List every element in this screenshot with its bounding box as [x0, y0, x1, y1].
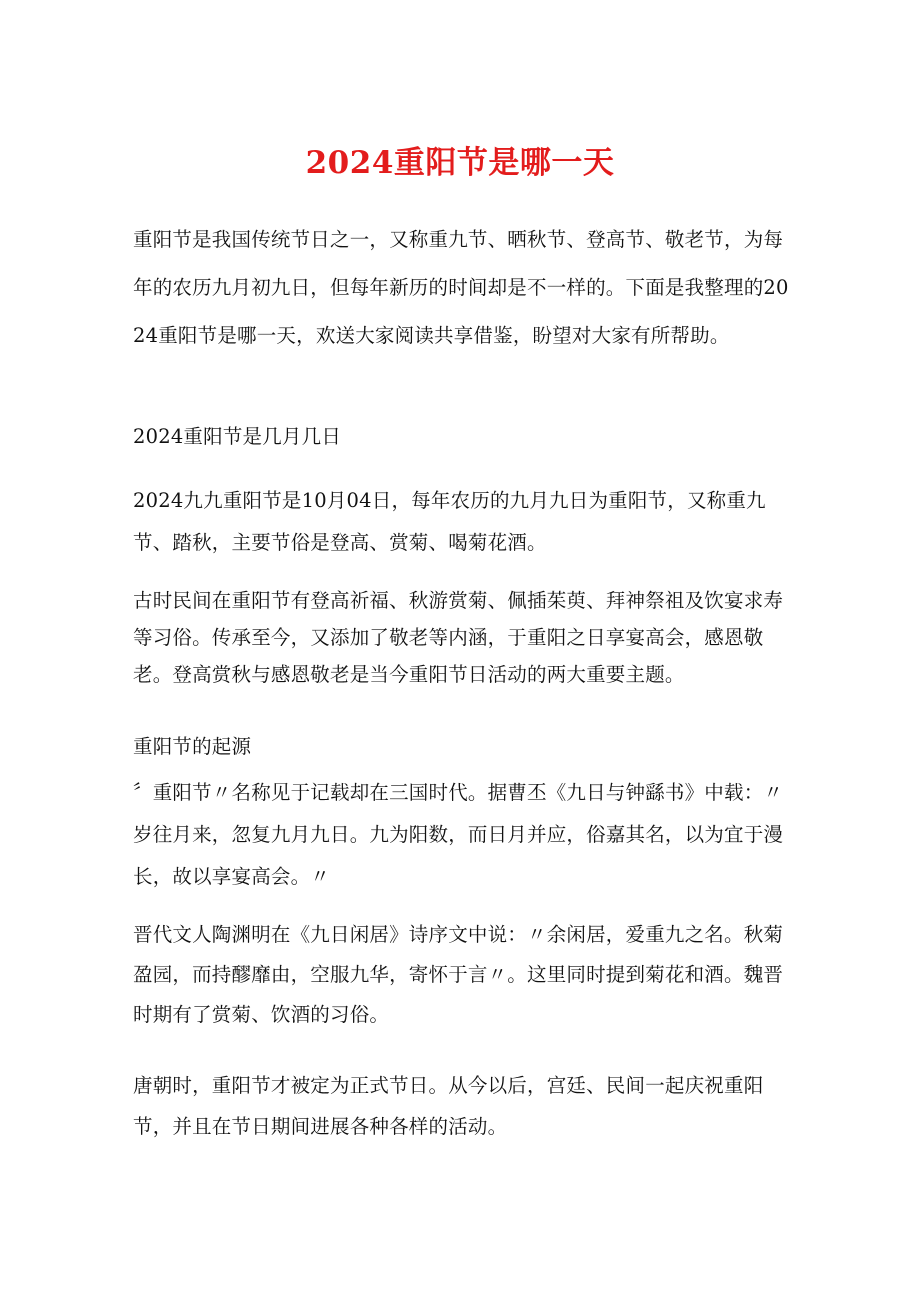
paragraph-origin-caopi: 〞重阳节〃名称见于记载却在三国时代。据曹丕《九日与钟繇书》中载：〃岁往月来，忽复九月九日。九为阳数，而日月并应，俗嘉其名，以为宜于漫长，故以享宴高会。〃	[133, 781, 784, 888]
document-title: 2024重阳节是哪一天	[305, 145, 615, 181]
section-heading-date: 2024重阳节是几月几日	[133, 425, 342, 448]
paragraph-customs: 古时民间在重阳节有登高祈福、秋游赏菊、佩插茱萸、拜神祭祖及饮宴求寿等习俗。传承至今，又添加了敬老等内涵，于重阳之日享宴高会，感恩敬老。登高赏秋与感恩敬老是当今重阳节日活动的两大重要主题。	[133, 589, 784, 686]
paragraph-tang-dynasty: 唐朝时，重阳节才被定为正式节日。从今以后，宫廷、民间一起庆祝重阳节，并且在节日期间进展各种各样的活动。	[133, 1074, 764, 1138]
paragraph-date: 2024九九重阳节是10月04日，每年农历的九月九日为重阳节，又称重九节、踏秋，主要节俗是登高、赏菊、喝菊花酒。	[133, 489, 766, 554]
section-heading-origin: 重阳节的起源	[133, 735, 252, 758]
paragraph-origin-taoyuanming: 晋代文人陶渊明在《九日闲居》诗序文中说：〃余闲居，爱重九之名。秋菊盈园，而持醪靡由，空服九华，寄怀于言〃。这里同时提到菊花和酒。魏晋时期有了赏菊、饮酒的习俗。	[133, 923, 784, 1026]
intro-paragraph: 重阳节是我国传统节日之一，又称重九节、晒秋节、登高节、敬老节，为每年的农历九月初九日，但每年新历的时间却是不一样的。下面是我整理的2024重阳节是哪一天，欢送大家阅读共享借鉴，盼望对大家有所帮助。	[133, 228, 789, 347]
